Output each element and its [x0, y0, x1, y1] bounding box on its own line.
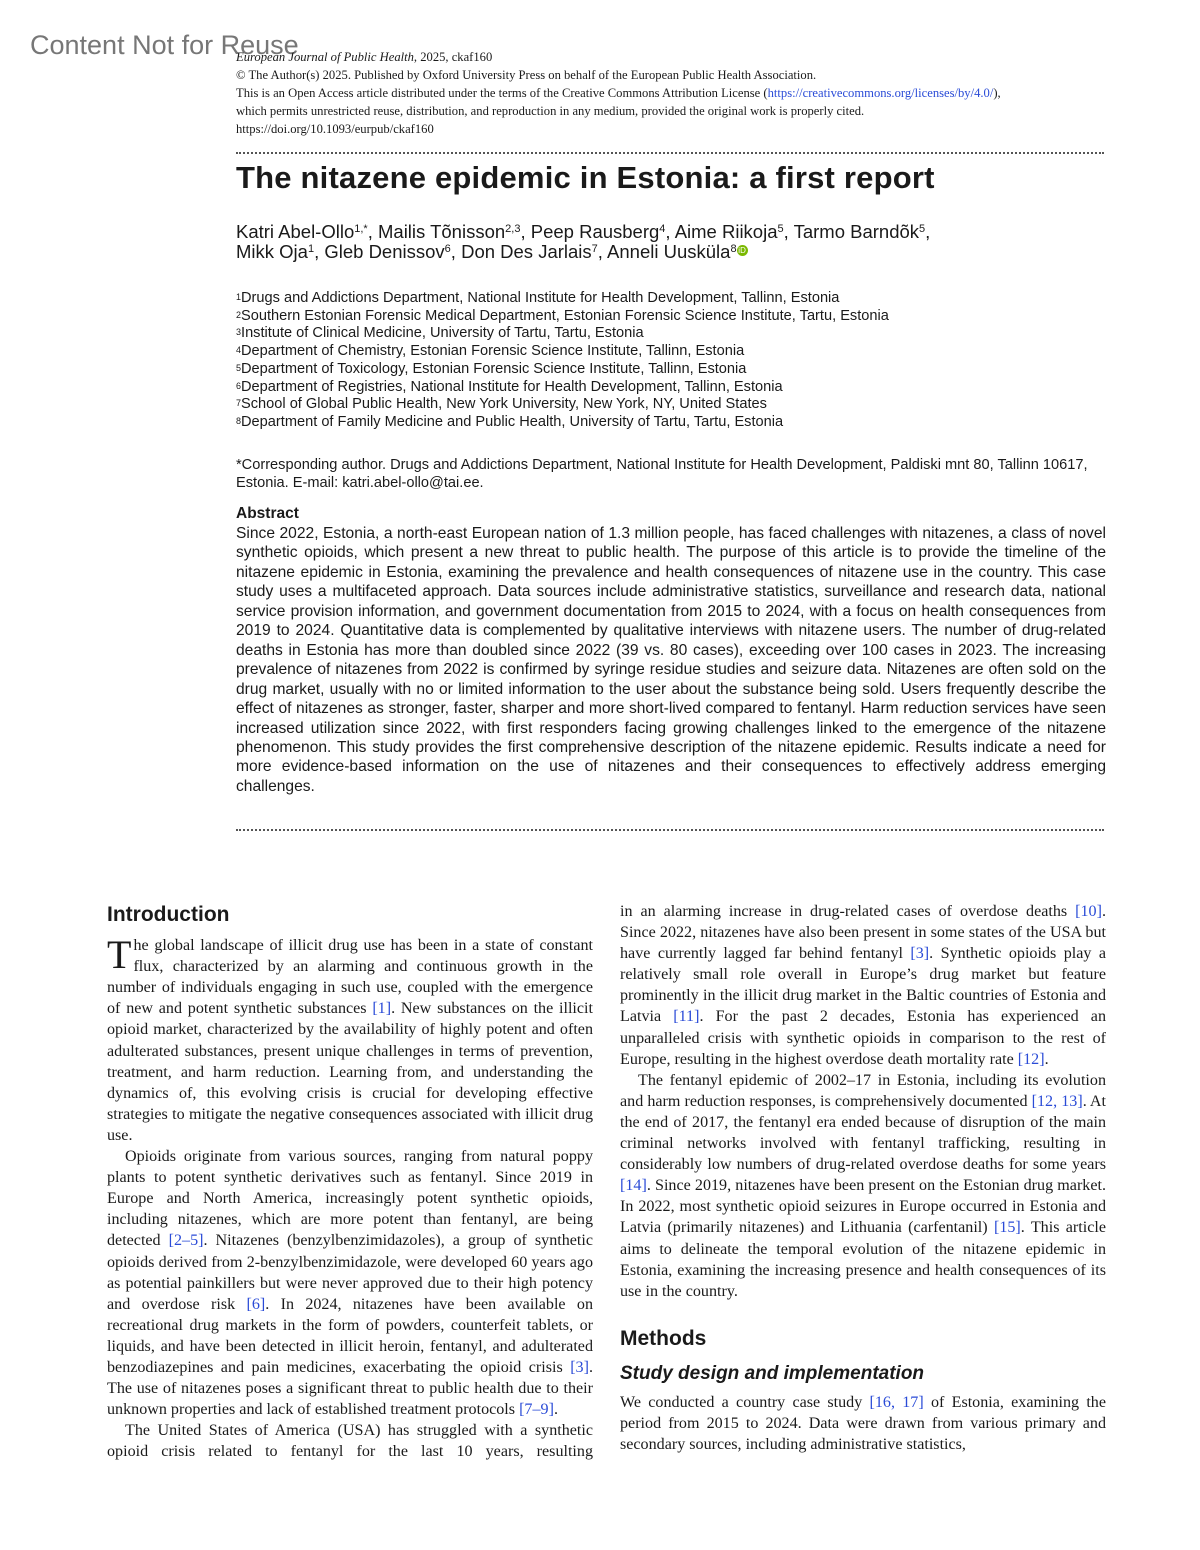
separator: ,: [314, 241, 325, 262]
affiliation: [236, 414, 1106, 432]
paragraph: [620, 1070, 1106, 1302]
reference-link[interactable]: [10]: [1075, 903, 1102, 920]
affiliation: [236, 325, 1106, 343]
author-list: [236, 222, 1096, 262]
affiliation: [236, 343, 1106, 361]
watermark: Content Not for Reuse: [30, 30, 299, 60]
affiliations: [236, 290, 1106, 432]
reference-link[interactable]: [1]: [372, 1000, 392, 1018]
text-run: in an alarming increase in drug-related cases of overdose deaths: [620, 903, 1076, 920]
separator: ,: [597, 241, 608, 262]
author-name[interactable]: Tarmo Barndõk: [793, 221, 920, 242]
affiliation: [236, 396, 1106, 414]
abstract-text: Since 2022, Estonia, a north-east European nation of 1.3 million people, has faced challenges with nitazenes, a class of novel synthetic opioids, which present a new threat to public health. The purpose of this article is to provide the timeline of the nitazene epidemic in Estonia, examining the prevalence and health consequences of nitazene use in the country. This case study uses a multifaceted approach. Data sources include administrative statistics, surveillance and research data, national service provision information, and government documentation from 2015 to 2024, with a focus on health consequences from 2019 to 2024. Quantitative data is complemented by qualitative interviews with nitazene users. The number of drug-related deaths in Estonia has more than doubled since 2022 (39 vs. 80 cases), exceeding over 100 cases in 2023. The increasing prevalence of nitazenes from 2022 is confirmed by syringe residue studies and seizure data. Nitazenes are often sold on the drug market, usually with no or limited information to the user about the substance being sold. Users frequently describe the effect of nitazenes as stronger, faster, sharper and more short-lived compared to fentanyl. Harm reduction services have seen increased utilization since 2022, with first responders facing growing challenges linked to the emergence of the nitazene phenomenon. This study provides the first comprehensive description of the nitazene epidemic. Results indicate a need for more evidence-based information on the use of nitazenes and their consequences to effectively address emerging challenges.: [236, 525, 1106, 795]
reference-link[interactable]: [7–9]: [519, 1401, 554, 1419]
text-run: . In 2024, nitazenes have been available on recreational drug markets in the form of powders, counterfeit tablets, or liquids, and have been detected in illicit heroin, fentanyl, and adulterated benzodiazepines and pain medicines, exacerbating the opioid crisis: [107, 1295, 593, 1376]
article-title: The nitazene epidemic in Estonia: a first report: [236, 160, 935, 195]
affiliation: [236, 379, 1106, 397]
author-affiliation-marker: 2,3: [505, 223, 521, 235]
separator: ,: [925, 221, 931, 242]
separator: ,: [665, 221, 675, 242]
affiliation: [236, 308, 1106, 326]
paragraph: [107, 1420, 593, 1462]
affiliation-text: Drugs and Addictions Department, National Institute for Health Development, Tallinn, Estonia: [241, 290, 840, 306]
doi[interactable]: https://doi.org/10.1093/eurpub/ckaf160: [236, 121, 434, 136]
divider: [236, 829, 1104, 831]
separator: ,: [520, 221, 531, 242]
journal-header: [236, 49, 1116, 139]
reference-link[interactable]: [6]: [246, 1295, 266, 1313]
author-name[interactable]: Mailis Tõnisson: [378, 221, 506, 242]
text-run: Opioids originate from various sources, ranging from natural poppy plants to potent synthetic derivatives such as fentanyl. Since 2019 in Europe and North America, increasingly potent synthetic opioids, including nitazenes, which are more potent than fentanyl, are being detected: [107, 1148, 593, 1250]
author-name[interactable]: Gleb Denissov: [324, 241, 445, 262]
separator: ,: [450, 241, 462, 262]
affiliation-text: Southern Estonian Forensic Medical Department, Estonian Forensic Science Institute, Tartu, Estonia: [241, 307, 889, 324]
reference-link[interactable]: [16, 17]: [869, 1393, 924, 1411]
text-run: . This article aims to delineate the temporal evolution of the nitazene epidemic in Estonia, examining the increasing presence and health consequences of its use in the country.: [620, 1219, 1106, 1300]
paragraph: [107, 932, 593, 1146]
separator: ,: [783, 221, 794, 242]
text-run: The fentanyl epidemic of 2002–17 in Estonia, including its evolution and harm reduction responses, is comprehensively documented: [620, 1071, 1106, 1110]
author-affiliation-marker: 5: [919, 223, 926, 235]
text-run: . The use of nitazenes poses a significant threat to public health due to their unknown properties and lack of established treatment protocols: [107, 1358, 593, 1419]
reference-link[interactable]: [3]: [570, 1358, 589, 1376]
text-run: We conducted a country case study: [620, 1393, 870, 1411]
affiliation-text: Department of Chemistry, Estonian Forensic Science Institute, Tallinn, Estonia: [241, 343, 745, 360]
affiliation-number: 6: [236, 380, 242, 391]
affiliation-number: 3: [236, 327, 242, 338]
affiliation-number: 8: [236, 415, 242, 426]
license-link[interactable]: https://creativecommons.org/licenses/by/4.0/: [767, 85, 994, 100]
journal-name: European Journal of Public Health: [236, 50, 414, 64]
author-name[interactable]: Peep Rausberg: [530, 221, 660, 242]
author-affiliation-marker: 1,*: [354, 223, 368, 235]
license-text-2: which permits unrestricted reuse, distribution, and reproduction in any medium, provided the original work is properly cited.: [236, 103, 865, 118]
text-run: . For the past 2 decades, Estonia has experienced an unparalleled crisis with synthetic opioids in comparison to the rest of Europe, resulting in the highest overdose death mortality rate: [620, 1008, 1106, 1068]
affiliation: [236, 290, 1106, 308]
paragraph: [620, 901, 1106, 1070]
text-run: . New substances on the illicit opioid market, characterized by the availability of highly potent and often adulterated substances, present unique challenges in terms of prevention, treatment, and harm reduction. Learning from, and understanding the dynamics of, this evolving crisis is crucial for developing effective strategies to mitigate the negative consequences associated with illicit drug use.: [107, 1000, 593, 1144]
text-run: .: [553, 1401, 558, 1419]
author-affiliation-marker: 6: [444, 243, 451, 255]
abstract-heading: Abstract: [236, 505, 299, 522]
journal-citation: , 2025, ckaf160: [413, 50, 493, 64]
text-run: . At the end of 2017, the fentanyl era ended because of disruption of the main criminal networks involved with fentanyl trafficking, resulting in considerably low numbers of drug-related overdose deaths for some years: [620, 1092, 1107, 1174]
orcid-icon[interactable]: iD: [738, 246, 746, 255]
paragraph: [107, 1146, 593, 1420]
right-column: [620, 901, 1106, 1455]
author-name[interactable]: Katri Abel-Ollo: [236, 221, 355, 242]
text-run: . Since 2019, nitazenes have been present on the Estonian drug market. In 2022, most synthetic opioid seizures in Europe occurred in Estonia and Latvia (primarily nitazenes) and Lithuania (carfentanil): [620, 1177, 1106, 1237]
section-heading-introduction: Introduction: [107, 903, 230, 926]
affiliation-text: School of Global Public Health, New York University, New York, NY, United States: [241, 396, 767, 413]
divider: [236, 152, 1104, 154]
corresponding-author: *Corresponding author. Drugs and Addictions Department, National Institute for Health Development, Paldiski mnt 80, Tallinn 10617, Estonia. E-mail: katri.abel-ollo@tai.ee.: [236, 457, 1088, 491]
license-close: ),: [993, 85, 1001, 100]
license-text: This is an Open Access article distributed under the terms of the Creative Commons Attribution License (: [236, 85, 768, 100]
affiliation: [236, 361, 1106, 379]
reference-link[interactable]: [12, 13]: [1031, 1092, 1083, 1110]
paragraph: [620, 1392, 1106, 1455]
author-name[interactable]: Don Des Jarlais: [461, 241, 592, 262]
author-affiliation-marker: 4: [659, 223, 666, 235]
affiliation-text: Institute of Clinical Medicine, University of Tartu, Tartu, Estonia: [241, 325, 644, 342]
author-affiliation-marker: 7: [591, 243, 598, 255]
affiliation-text: Department of Registries, National Institute for Health Development, Tallinn, Estonia: [241, 378, 783, 395]
affiliation-text: Department of Family Medicine and Public Health, University of Tartu, Tartu, Estonia: [241, 413, 784, 430]
affiliation-number: 1: [236, 292, 242, 302]
text-run: . Synthetic opioids play a relatively small role overall in Europe’s drug market but feature prominently in the illicit drug market in the Baltic countries of Estonia and Latvia: [620, 945, 1106, 1026]
subsection-heading-study-design: Study design and implementation: [620, 1362, 925, 1384]
text-run: of Estonia, examining the period from 2015 to 2024. Data were drawn from various primary and secondary sources, including administrative statistics,: [620, 1393, 1106, 1454]
left-column: [107, 904, 593, 1462]
author-affiliation-marker: 1: [307, 243, 315, 255]
author-affiliation-marker: 8: [730, 243, 737, 255]
reference-link[interactable]: [12]: [1017, 1050, 1045, 1068]
text-run: . Nitazenes (benzylbenzimidazoles), a group of synthetic opioids derived from 2-benzylbenzimidazole, were developed 60 years ago as potential painkillers but were never approved due to their high potency and overdose risk: [107, 1232, 593, 1313]
reference-link[interactable]: [15]: [993, 1219, 1021, 1237]
affiliation-number: 2: [236, 309, 242, 320]
section-heading-methods: Methods: [620, 1326, 707, 1350]
author-affiliation-marker: 5: [777, 223, 784, 235]
text-run: . Since 2022, nitazenes have also been present in some states of the USA but have currently lagged far behind fentanyl: [620, 903, 1106, 963]
affiliation-number: 5: [236, 362, 242, 373]
text-run: The United States of America (USA) has struggled with a synthetic opioid crisis related to fentanyl for the last 10 years, resulting: [107, 1422, 593, 1461]
reference-link[interactable]: [3]: [910, 945, 930, 963]
separator: ,: [367, 221, 378, 242]
reference-link[interactable]: [2–5]: [168, 1232, 204, 1250]
reference-link[interactable]: [11]: [673, 1008, 700, 1026]
affiliation-number: 4: [236, 345, 242, 356]
author-name[interactable]: Mikk Oja: [236, 241, 308, 262]
reference-link[interactable]: [14]: [620, 1177, 647, 1195]
text-run: he global landscape of illicit drug use has been in a state of constant flux, characterized by an alarming and continuous growth in the number of individuals engaging in such use, coupled with the emergence of new and potent synthetic substances: [107, 937, 593, 1018]
copyright: © The Author(s) 2025. Published by Oxford University Press on behalf of the European Public Health Association.: [236, 67, 817, 82]
author-name[interactable]: Aime Riikoja: [674, 221, 778, 242]
affiliation-number: 7: [236, 398, 242, 409]
text-run: .: [1044, 1050, 1049, 1068]
author-name[interactable]: Anneli Uusküla: [607, 241, 731, 262]
drop-cap: T: [107, 932, 132, 978]
affiliation-text: Department of Toxicology, Estonian Forensic Science Institute, Tallinn, Estonia: [241, 360, 747, 377]
